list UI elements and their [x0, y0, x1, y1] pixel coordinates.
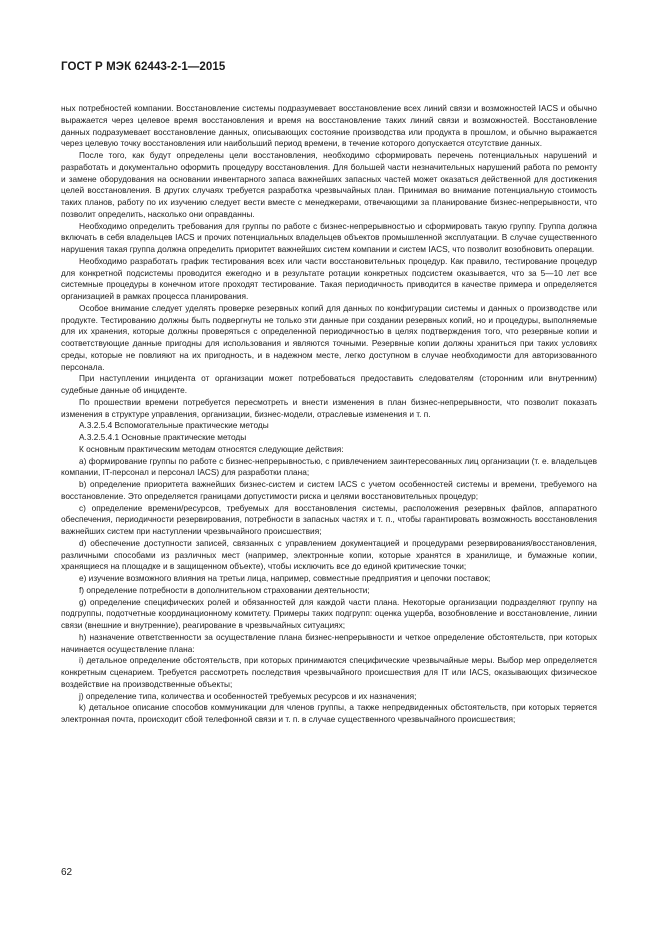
paragraph: При наступлении инцидента от организации может потребоваться предоставить следователям (сторонним или внутренним) судебные данные об инциденте. [61, 373, 597, 395]
document-body [61, 103, 597, 726]
paragraph: Особое внимание следует уделять проверке резервных копий для данных по конфигурации системы и данных о производстве или продукте. Тестированию должны быть подвергнуты не только эти данные при создании резервных копий, но и процедуры, выполняемые для их хранения, которые должны проверяться с определенной периодичностью в целях подтверждения того, что резервные копии и соответствующие данные пригодны для использования и являются точными. Резервные копии должны храниться при таких условиях среды, которые не повлияют на их пригодность, и в надежном месте, легко доступном в случае необходимости для авторизованного персонала. [61, 302, 597, 372]
list-item: e) изучение возможного влияния на третьи лица, например, совместные предприятия и цепочки поставок; [79, 573, 491, 583]
paragraph-continuation: ных потребностей компании. Восстановление системы подразумевает восстановление всех линий связи и возможностей IACS и обычно выражается через целевое время восстановления и время на восстановление таких линий связи и возможностей. Восстановление данных подразумевает восстановление данных, описывающих состояние производства или продукта в прошлом, и обычно выражается через целевую точку восстановления или наибольший период времени, в течение которого допускается отсутствие данных. [61, 103, 597, 149]
list-intro: К основным практическим методам относятся следующие действия: [79, 443, 344, 454]
list-item: i) детальное определение обстоятельств, при которых принимаются специфические чрезвычайные меры. Выбор мер определяется конкретным сценарием. Требуется рассмотреть последствия чрезвычайного происшествия для IT или IACS, оказывающих физическое воздействие на производственные объекты; [61, 655, 597, 689]
list-item: d) обеспечение доступности записей, связанных с управлением документацией и процедурами резервирования/восстановления, различными способами из различных мест (например, электронные копии, которые хранятся в хранилище, и бумажные копии, хранящиеся на площадке и в защищенном объекте), чтобы исключить все до единой критические точки; [61, 537, 597, 572]
paragraph: Необходимо разработать график тестирования всех или части восстановительных процедур. Как правило, тестирование процедур для конкретной подсистемы проводится ежегодно и в результате ротации конкретных подсистем оказывается, что за 5—10 лет все системные процедуры в конечном итоге проходят тестирование. Такая периодичность приводится в качестве примера и определяется организацией в рамках процесса планирования. [61, 255, 597, 301]
paragraph: После того, как будут определены цели восстановления, необходимо сформировать перечень потенциальных нарушений и разработать и документально оформить процедуру восстановления. Для большей части незначительных нарушений работа по ремонту и замене оборудования на основании инвентарного запаса важнейших запасных частей может оказаться действенной для достижения целей восстановления. В других случаях требуется разработка чрезвычайных план. Принимая во внимание потенциальную стоимость таких планов, работу по их изучению следует вести вместе с менеджерами, отвечающими за планирование бизнес-непрерывности, что позволит определить, насколько они оправданны. [61, 150, 597, 219]
section-heading: А.3.2.5.4 Вспомогательные практические методы [79, 420, 269, 431]
paragraph: По прошествии времени потребуется пересмотреть и внести изменения в план бизнес-непрерывности, что позволит показать изменения в структуре управления, организации, бизнес-модели, отраслевые изменения и т. п. [61, 396, 597, 419]
page-number: 62 [61, 867, 73, 878]
list-item: j) определение типа, количества и особенностей требуемых ресурсов и их назначения; [79, 690, 417, 701]
list-item: g) определение специфических ролей и обязанностей для каждой части плана. Некоторые организации подразделяют группу на подгруппы, подотчетные координационному комитету. Примеры таких подгрупп: оценка ущерба, возобновление и восстановление, линии связи (внешние и внутренние), реагирование в чрезвычайных ситуациях; [61, 596, 597, 630]
subsection-heading: А.3.2.5.4.1 Основные практические методы [79, 432, 247, 442]
page-header-title: ГОСТ Р МЭК 62443-2-1—2015 [61, 61, 226, 73]
list-item: k) детальное описание способов коммуникации для членов группы, а также непредвиденных обстоятельств, при которых теряется электронная почта, происходит сбой телефонной связи и т. п. в случае существенного чрезвычайного происшествия; [61, 702, 597, 724]
list-item: c) определение времени/ресурсов, требуемых для восстановления системы, расположения резервных файлов, аппаратного обеспечения, периодичности резервирования, потребности в запасных частях и т. п., чтобы гарантировать возможность восстановления важнейших систем при наступлении чрезвычайного происшествия; [61, 502, 597, 536]
paragraph: Необходимо определить требования для группы по работе с бизнес-непрерывностью и сформировать такую группу. Группа должна включать в себя владельцев IACS и прочих потенциальных владельцев объектов промышленной эксплуатации. В случае существенного нарушения такая группа должна определить приоритет важнейших систем компании и систем IACS, что позволит возобновить операции. [61, 220, 597, 254]
list-item: b) определение приоритета важнейших бизнес-систем и систем IACS с учетом особенностей системы и времени, требуемого на восстановление. Это определяется границами допустимости риска и целями восстановительных процедур; [61, 479, 597, 501]
list-item: h) назначение ответственности за осуществление плана бизнес-непрерывности и четкое определение обстоятельств, при которых начинается осуществление плана: [61, 631, 597, 654]
list-item: а) формирование группы по работе с бизнес-непрерывностью, с привлечением заинтересованных лиц организации (т. е. владельцев компании, IT-персонал и персонал IACS) для разработки плана; [61, 455, 597, 478]
list-item: f) определение потребности в дополнительном страховании деятельности; [79, 584, 370, 595]
